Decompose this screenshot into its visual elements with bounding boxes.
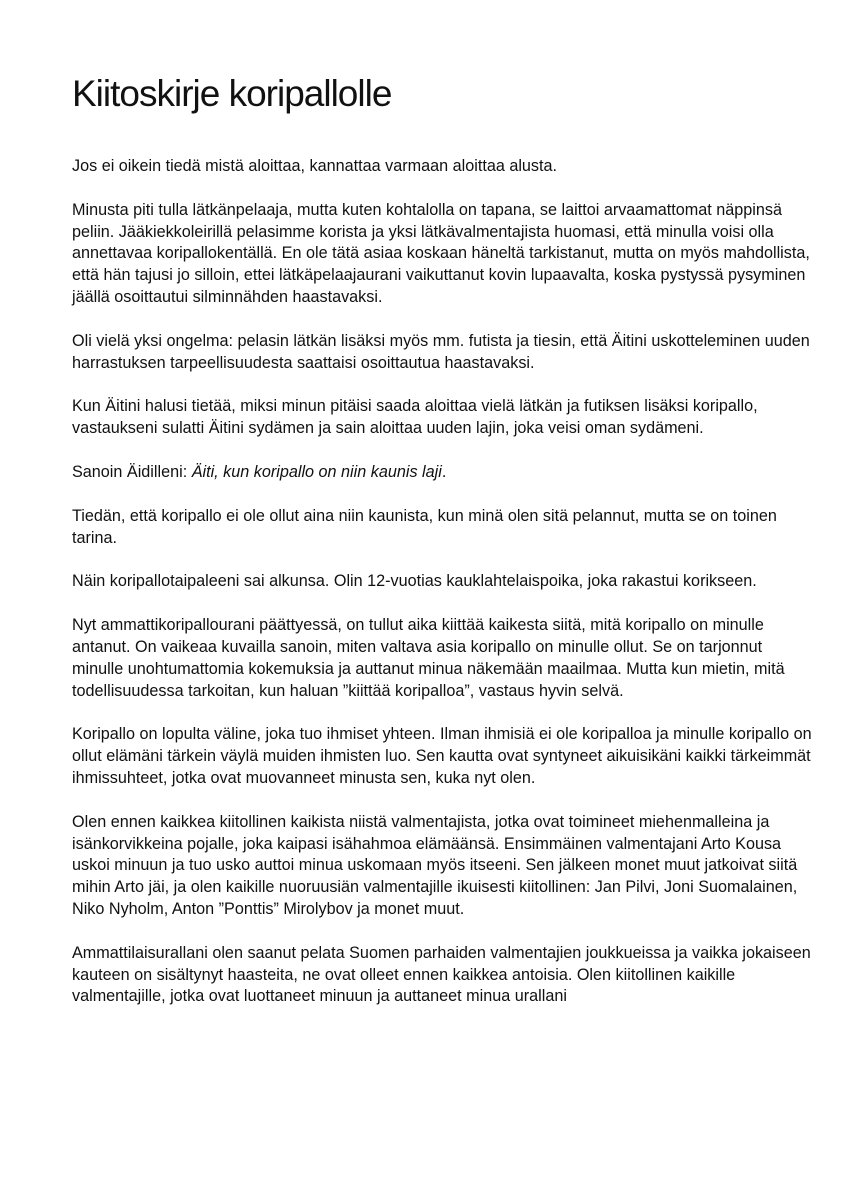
paragraph-3: Oli vielä yksi ongelma: pelasin lätkän lisäksi myös mm. futista ja tiesin, että Äitini uskotteleminen uuden harrastuksen tarpeellisuudesta saattaisi osoittautua haastavaksi. (72, 331, 810, 372)
quote-paragraph (72, 462, 812, 484)
paragraph-9: Olen ennen kaikkea kiitollinen kaikista niistä valmentajista, jotka ovat toimineet miehenmalleina ja isänkorvikkeina pojalle, joka kaipasi isähahmoa elämäänsä. Ensimmäinen valmentajani Arto Kousa uskoi minuun ja tuo usko auttoi minua uskomaan myös itseeni. Sen jälkeen monet muut jatkoivat siitä mihin Arto jäi, ja olen kaikille nuoruusiän valmentajille ikuisesti kiitollinen: Jan Pilvi, Joni Suomalainen, Niko Nyholm, Anton ”Ponttis” Mirolybov ja monet muut. (72, 812, 798, 918)
paragraph-4: Kun Äitini halusi tietää, miksi minun pitäisi saada aloittaa vielä lätkän ja futiksen lisäksi koripallo, vastaukseni sulatti Äitini sydämen ja sain aloittaa uuden lajin, joka veisi oman sydämeni. (72, 397, 758, 438)
paragraph-5: Tiedän, että koripallo ei ole ollut aina niin kaunista, kun minä olen sitä pelannut, mutta se on toinen tarina. (72, 506, 777, 547)
quote-end: . (441, 462, 447, 481)
paragraph-10: Ammattilaisurallani olen saanut pelata Suomen parhaiden valmentajien joukkueissa ja vaikka jokaiseen kauteen on sisältynyt haasteita, ne ovat olleet ennen kaikkea antoisia. Olen kiitollinen kaikille valmentajille, jotka ovat luottaneet minuun ja auttaneet minua urallani (72, 943, 811, 1006)
paragraph-2: Minusta piti tulla lätkänpelaaja, mutta kuten kohtalolla on tapana, se laittoi arvaamattomat näppinsä peliin. Jääkiekkoleirillä pelasimme korista ja yksi lätkävalmentajista huomasi, että minulla voisi olla annettavaa koripallokentällä. En ole tätä asiaa koskaan häneltä tarkistanut, mutta on myös mahdollista, että hän tajusi jo silloin, ettei lätkäpelaajaurani vaikuttanut kovin lupaavalta, koska pystyssä pysyminen jäällä osoittautui silminnähden haastavaksi. (72, 200, 810, 306)
document-page (72, 70, 812, 1030)
paragraph-1: Jos ei oikein tiedä mistä aloittaa, kannattaa varmaan aloittaa alusta. (72, 157, 558, 175)
quote-text: Äiti, kun koripallo on niin kaunis laji (191, 462, 442, 481)
quote-intro: Sanoin Äidilleni: (72, 462, 192, 481)
paragraph-6: Näin koripallotaipaleeni sai alkunsa. Olin 12-vuotias kauklahtelaispoika, joka rakastui korikseen. (72, 572, 757, 591)
paragraph-8: Koripallo on lopulta väline, joka tuo ihmiset yhteen. Ilman ihmisiä ei ole koripalloa ja minulle koripallo on ollut elämäni tärkein väylä muiden ihmisten luo. Sen kautta ovat syntyneet aikuisikäni kaikki tärkeimmät ihmissuhteet, jotka ovat muovanneet minusta sen, kuka nyt olen. (72, 725, 812, 787)
paragraph-7: Nyt ammattikoripallourani päättyessä, on tullut aika kiittää kaikesta siitä, mitä koripallo on minulle antanut. On vaikeaa kuvailla sanoin, miten valtava asia koripallo on minulle ollut. Se on tarjonnut minulle unohtumattomia kokemuksia ja auttanut minua näkemään maailmaa. Mutta kun mietin, mitä todellisuudessa tarkoitan, kun haluan ”kiittää koripalloa”, vastaus hyvin selvä. (72, 616, 785, 700)
page-title: Kiitoskirje koripallolle (72, 73, 392, 114)
